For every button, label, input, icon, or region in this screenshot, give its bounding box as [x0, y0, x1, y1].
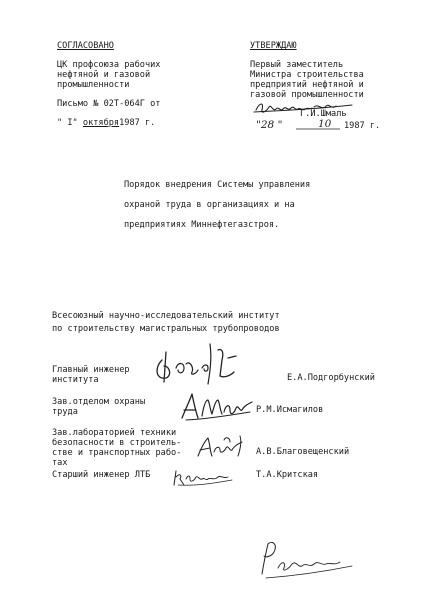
approved-date-day: " I" [57, 118, 78, 128]
confirmed-date-open-quote: " [256, 119, 261, 131]
signatory-1-name: Е.А.Подгорбунский [287, 373, 375, 383]
institute-line-1: Всесоюзный научно-исследовательский институт [52, 311, 280, 321]
signatory-3-signature [194, 432, 254, 462]
confirmed-position-line-2: Министра строительства [250, 70, 364, 80]
signatory-3-position-line-4: тах [52, 458, 68, 468]
signatory-4-signature [170, 465, 240, 489]
confirmed-date-day [256, 119, 282, 131]
confirmed-name: Г.И.Шмаль [300, 109, 347, 119]
approved-org-line-1: ЦК профсоюза рабочих [57, 60, 161, 70]
institute-line-2: по строительству магистральных трубопроводов [52, 324, 280, 334]
title-line-1: Порядок внедрения Системы управления [124, 180, 311, 190]
signatory-2-name: Р.М.Исмагилов [256, 405, 324, 415]
confirmed-position-line-4: газовой промышленности [250, 90, 364, 100]
approved-heading: СОГЛАСОВАНО [57, 41, 114, 51]
signatory-3-position-line-3: стве и транспортных рабо- [52, 448, 182, 458]
signatory-1-signature [148, 338, 248, 390]
approved-letter-number: Письмо № 02Т-064Г от [57, 99, 161, 109]
approved-date [57, 119, 155, 129]
title-line-3: предприятиях Миннефтегазстроя. [124, 220, 280, 230]
approved-date-month: октября [82, 118, 120, 128]
signatory-1-position-line-2: института [52, 375, 99, 385]
signatory-2-position-line-2: труда [52, 407, 78, 417]
confirmed-heading: УТВЕРЖДАЮ [250, 41, 297, 51]
signatory-2-signature [176, 390, 256, 424]
handwritten-mark [252, 534, 362, 582]
confirmed-position-line-1: Первый заместитель [250, 60, 344, 70]
confirmed-date-month-underline [296, 128, 341, 131]
confirmed-date-close-quote: " [277, 119, 283, 131]
signatory-3-name: А.В.Благовещенский [256, 447, 350, 457]
approved-org-line-2: нефтяной и газовой [57, 70, 151, 80]
confirmed-date-month: 10 [318, 118, 332, 130]
signatory-4-name: Т.А.Критская [256, 470, 319, 480]
signatory-3-position-line-1: Зав.лабораторией техники [52, 428, 177, 438]
approved-org-line-3: промышленности [57, 80, 130, 90]
signatory-3-position-line-2: безопасности в строитель- [52, 438, 182, 448]
signatory-1-position-line-1: Главный инженер [52, 365, 130, 375]
confirmed-position-line-3: предприятий нефтяной и [250, 80, 364, 90]
signatory-2-position-line-1: Зав.отделом охраны [52, 397, 146, 407]
confirmed-date-day-number: 28 [260, 119, 275, 131]
title-line-2: охраной труда в организациях и на [124, 200, 295, 210]
signatory-4-position-line-1: Старший инженер ЛТБ [52, 470, 151, 480]
approved-date-year: 1987 г. [119, 118, 156, 128]
confirmed-date-year: 1987 г. [344, 121, 381, 131]
